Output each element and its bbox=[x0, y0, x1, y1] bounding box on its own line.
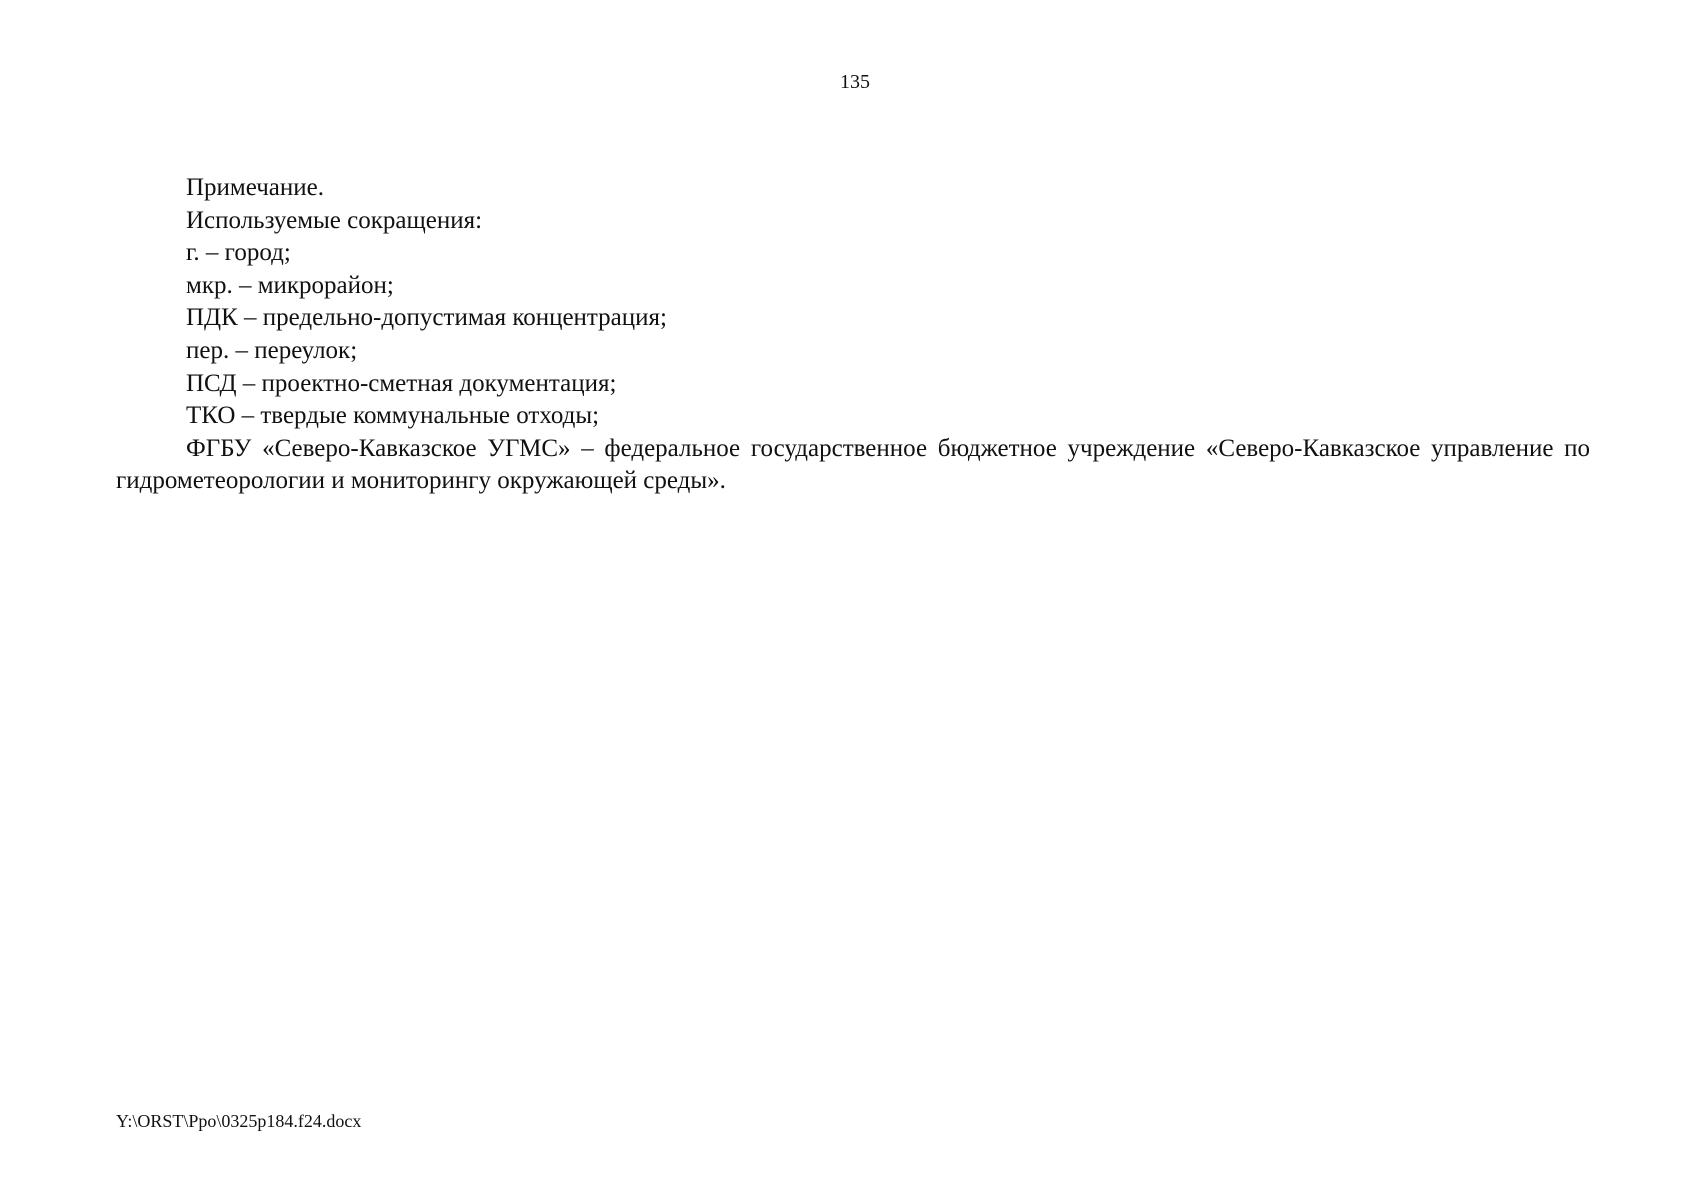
abbreviation-item: ТКО – твердые коммунальные отходы; bbox=[186, 402, 600, 430]
abbreviation-item: ПСД – проектно-сметная документация; bbox=[186, 369, 617, 397]
abbreviation-item: пер. – переулок; bbox=[186, 336, 358, 364]
abbreviation-item: г. – город; bbox=[186, 239, 291, 267]
note-block bbox=[116, 172, 1590, 498]
abbreviation-item: мкр. – микрорайон; bbox=[186, 271, 394, 299]
abbreviation-item: ПДК – предельно-допустимая концентрация; bbox=[186, 304, 667, 332]
abbreviation-paragraph: ФГБУ «Северо-Кавказское УГМС» – федеральное государственное бюджетное учреждение «Северо-Кавказское управление по гидрометеорологии и мониторингу окружающей среды». bbox=[116, 434, 1590, 495]
page-number: 135 bbox=[840, 71, 870, 93]
footer-file-path: Y:\ORST\Ppo\0325p184.f24.docx bbox=[116, 1111, 362, 1131]
note-title: Примечание. bbox=[186, 174, 325, 201]
abbreviations-intro: Используемые сокращения: bbox=[186, 206, 483, 234]
